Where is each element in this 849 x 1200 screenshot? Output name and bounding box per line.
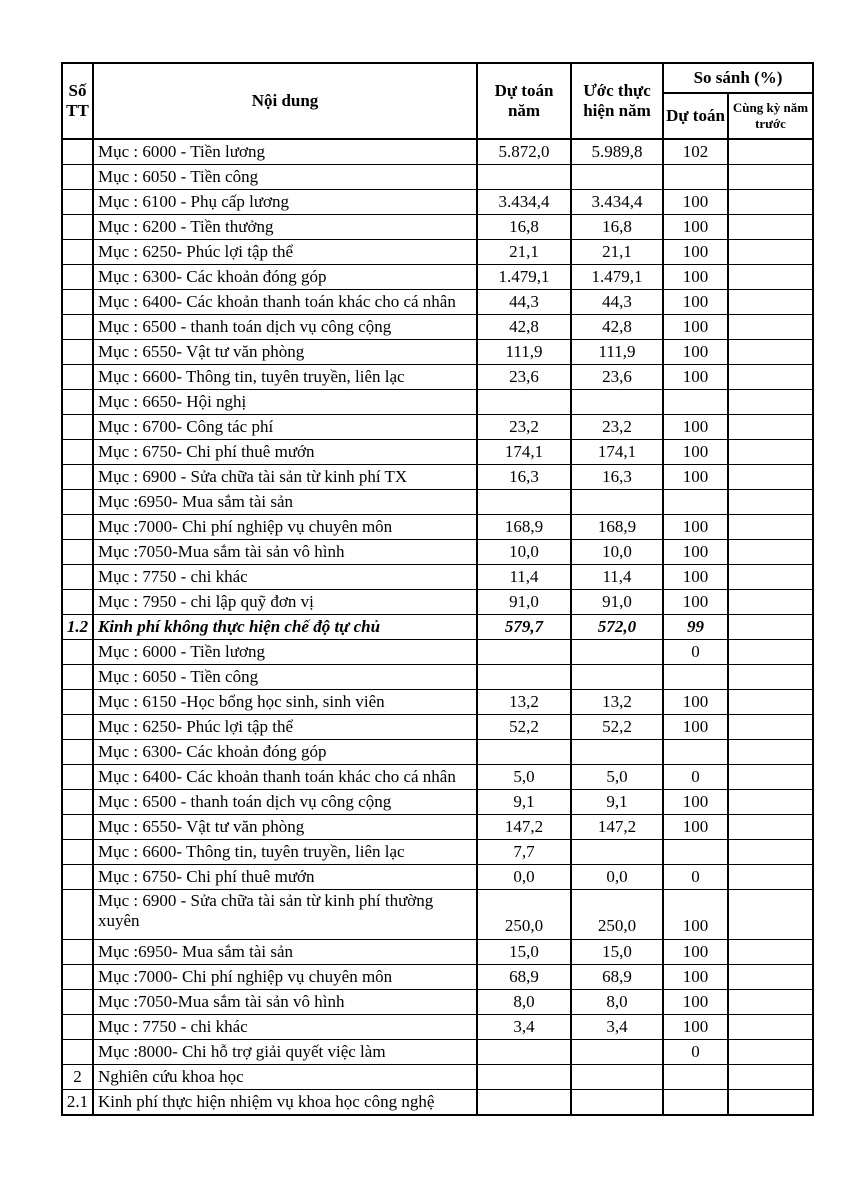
cell-so-tt bbox=[62, 865, 93, 890]
header-ss-du-toan: Dự toán bbox=[663, 93, 728, 139]
cell-so-sanh-du-toan: 100 bbox=[663, 990, 728, 1015]
cell-so-sanh-cung-ky bbox=[728, 540, 813, 565]
cell-so-sanh-du-toan: 0 bbox=[663, 765, 728, 790]
cell-so-tt bbox=[62, 315, 93, 340]
cell-uoc-thuc-hien-nam bbox=[571, 740, 663, 765]
cell-uoc-thuc-hien-nam: 10,0 bbox=[571, 540, 663, 565]
cell-uoc-thuc-hien-nam: 174,1 bbox=[571, 440, 663, 465]
table-row bbox=[62, 940, 813, 965]
cell-so-sanh-cung-ky bbox=[728, 615, 813, 640]
cell-noi-dung: Mục : 7950 - chi lập quỹ đơn vị bbox=[93, 590, 477, 615]
cell-noi-dung: Mục : 6100 - Phụ cấp lương bbox=[93, 190, 477, 215]
cell-so-tt bbox=[62, 465, 93, 490]
table-row bbox=[62, 165, 813, 190]
table-row bbox=[62, 1040, 813, 1065]
cell-so-sanh-du-toan: 100 bbox=[663, 265, 728, 290]
cell-noi-dung: Mục :7000- Chi phí nghiệp vụ chuyên môn bbox=[93, 515, 477, 540]
cell-du-toan-nam: 91,0 bbox=[477, 590, 571, 615]
cell-so-tt bbox=[62, 365, 93, 390]
cell-uoc-thuc-hien-nam: 250,0 bbox=[571, 890, 663, 940]
cell-noi-dung: Mục : 6650- Hội nghị bbox=[93, 390, 477, 415]
cell-so-sanh-cung-ky bbox=[728, 890, 813, 940]
table-row bbox=[62, 740, 813, 765]
cell-noi-dung: Mục : 6900 - Sửa chữa tài sản từ kinh phí thường xuyên bbox=[93, 890, 477, 940]
cell-so-sanh-du-toan: 100 bbox=[663, 965, 728, 990]
cell-du-toan-nam: 3.434,4 bbox=[477, 190, 571, 215]
cell-so-sanh-cung-ky bbox=[728, 215, 813, 240]
cell-so-tt bbox=[62, 890, 93, 940]
cell-so-tt bbox=[62, 440, 93, 465]
cell-so-sanh-cung-ky bbox=[728, 1090, 813, 1116]
cell-du-toan-nam: 52,2 bbox=[477, 715, 571, 740]
cell-so-tt bbox=[62, 490, 93, 515]
table-row bbox=[62, 690, 813, 715]
cell-so-sanh-du-toan bbox=[663, 665, 728, 690]
cell-noi-dung: Mục : 7750 - chi khác bbox=[93, 1015, 477, 1040]
cell-noi-dung: Mục :7050-Mua sắm tài sản vô hình bbox=[93, 540, 477, 565]
cell-so-sanh-cung-ky bbox=[728, 865, 813, 890]
cell-so-sanh-du-toan: 100 bbox=[663, 340, 728, 365]
cell-so-tt bbox=[62, 940, 93, 965]
cell-uoc-thuc-hien-nam: 44,3 bbox=[571, 290, 663, 315]
cell-so-tt bbox=[62, 1040, 93, 1065]
table-row bbox=[62, 640, 813, 665]
cell-so-sanh-du-toan: 100 bbox=[663, 715, 728, 740]
table-row bbox=[62, 990, 813, 1015]
cell-uoc-thuc-hien-nam: 52,2 bbox=[571, 715, 663, 740]
cell-uoc-thuc-hien-nam: 572,0 bbox=[571, 615, 663, 640]
cell-du-toan-nam: 23,2 bbox=[477, 415, 571, 440]
cell-so-tt bbox=[62, 240, 93, 265]
cell-so-sanh-du-toan: 100 bbox=[663, 540, 728, 565]
table-row bbox=[62, 815, 813, 840]
cell-so-sanh-du-toan: 100 bbox=[663, 465, 728, 490]
cell-uoc-thuc-hien-nam: 111,9 bbox=[571, 340, 663, 365]
cell-so-tt bbox=[62, 565, 93, 590]
cell-so-tt bbox=[62, 690, 93, 715]
cell-so-tt bbox=[62, 1015, 93, 1040]
cell-so-sanh-cung-ky bbox=[728, 690, 813, 715]
cell-uoc-thuc-hien-nam bbox=[571, 640, 663, 665]
cell-du-toan-nam: 11,4 bbox=[477, 565, 571, 590]
cell-noi-dung: Mục : 6900 - Sửa chữa tài sản từ kinh phí TX bbox=[93, 465, 477, 490]
header-row-top bbox=[62, 63, 813, 93]
cell-so-sanh-cung-ky bbox=[728, 490, 813, 515]
table-row bbox=[62, 715, 813, 740]
cell-uoc-thuc-hien-nam: 168,9 bbox=[571, 515, 663, 540]
cell-so-sanh-cung-ky bbox=[728, 240, 813, 265]
table-row bbox=[62, 615, 813, 640]
cell-so-sanh-du-toan: 99 bbox=[663, 615, 728, 640]
table-row bbox=[62, 440, 813, 465]
cell-uoc-thuc-hien-nam: 3.434,4 bbox=[571, 190, 663, 215]
cell-so-sanh-cung-ky bbox=[728, 340, 813, 365]
cell-noi-dung: Mục :8000- Chi hỗ trợ giải quyết việc làm bbox=[93, 1040, 477, 1065]
table-row bbox=[62, 240, 813, 265]
cell-du-toan-nam: 9,1 bbox=[477, 790, 571, 815]
table-row bbox=[62, 790, 813, 815]
cell-so-sanh-cung-ky bbox=[728, 190, 813, 215]
cell-so-sanh-du-toan bbox=[663, 165, 728, 190]
cell-so-tt bbox=[62, 815, 93, 840]
table-row bbox=[62, 840, 813, 865]
cell-so-tt bbox=[62, 665, 93, 690]
cell-noi-dung: Mục : 6300- Các khoản đóng góp bbox=[93, 265, 477, 290]
cell-so-sanh-du-toan: 100 bbox=[663, 590, 728, 615]
cell-uoc-thuc-hien-nam bbox=[571, 1090, 663, 1116]
cell-noi-dung: Mục : 6500 - thanh toán dịch vụ công cộng bbox=[93, 315, 477, 340]
cell-du-toan-nam: 68,9 bbox=[477, 965, 571, 990]
cell-uoc-thuc-hien-nam: 23,2 bbox=[571, 415, 663, 440]
table-row bbox=[62, 515, 813, 540]
cell-so-sanh-cung-ky bbox=[728, 740, 813, 765]
cell-so-sanh-du-toan bbox=[663, 390, 728, 415]
header-du-toan-nam: Dự toán năm bbox=[477, 63, 571, 139]
cell-so-sanh-du-toan: 100 bbox=[663, 240, 728, 265]
cell-du-toan-nam: 13,2 bbox=[477, 690, 571, 715]
cell-so-tt bbox=[62, 965, 93, 990]
cell-noi-dung: Mục : 6750- Chi phí thuê mướn bbox=[93, 865, 477, 890]
cell-so-sanh-cung-ky bbox=[728, 840, 813, 865]
cell-noi-dung: Mục : 6000 - Tiền lương bbox=[93, 139, 477, 165]
cell-du-toan-nam: 5.872,0 bbox=[477, 139, 571, 165]
cell-so-tt bbox=[62, 740, 93, 765]
cell-so-sanh-cung-ky bbox=[728, 440, 813, 465]
cell-so-sanh-du-toan: 100 bbox=[663, 1015, 728, 1040]
cell-so-sanh-cung-ky bbox=[728, 665, 813, 690]
cell-uoc-thuc-hien-nam: 5.989,8 bbox=[571, 139, 663, 165]
cell-so-sanh-du-toan: 100 bbox=[663, 440, 728, 465]
table-row bbox=[62, 565, 813, 590]
cell-so-sanh-cung-ky bbox=[728, 139, 813, 165]
cell-uoc-thuc-hien-nam bbox=[571, 390, 663, 415]
cell-du-toan-nam: 147,2 bbox=[477, 815, 571, 840]
cell-uoc-thuc-hien-nam: 42,8 bbox=[571, 315, 663, 340]
cell-so-sanh-du-toan: 102 bbox=[663, 139, 728, 165]
cell-uoc-thuc-hien-nam bbox=[571, 665, 663, 690]
cell-so-sanh-cung-ky bbox=[728, 765, 813, 790]
table-row bbox=[62, 390, 813, 415]
header-ss-cung-ky: Cùng kỳ năm trước bbox=[728, 93, 813, 139]
cell-noi-dung: Mục : 6500 - thanh toán dịch vụ công cộng bbox=[93, 790, 477, 815]
cell-so-sanh-cung-ky bbox=[728, 265, 813, 290]
cell-so-tt bbox=[62, 340, 93, 365]
cell-so-tt bbox=[62, 290, 93, 315]
table-row bbox=[62, 415, 813, 440]
table-row bbox=[62, 190, 813, 215]
cell-du-toan-nam: 111,9 bbox=[477, 340, 571, 365]
cell-noi-dung: Mục : 6750- Chi phí thuê mướn bbox=[93, 440, 477, 465]
cell-so-tt bbox=[62, 765, 93, 790]
cell-noi-dung: Mục : 6250- Phúc lợi tập thể bbox=[93, 240, 477, 265]
cell-so-sanh-du-toan bbox=[663, 490, 728, 515]
cell-du-toan-nam: 16,3 bbox=[477, 465, 571, 490]
cell-so-sanh-du-toan: 0 bbox=[663, 1040, 728, 1065]
cell-so-sanh-du-toan: 100 bbox=[663, 515, 728, 540]
table-row bbox=[62, 590, 813, 615]
cell-so-sanh-cung-ky bbox=[728, 565, 813, 590]
cell-du-toan-nam: 5,0 bbox=[477, 765, 571, 790]
cell-noi-dung: Mục : 6700- Công tác phí bbox=[93, 415, 477, 440]
cell-so-sanh-du-toan bbox=[663, 1065, 728, 1090]
cell-so-sanh-du-toan bbox=[663, 740, 728, 765]
cell-du-toan-nam: 8,0 bbox=[477, 990, 571, 1015]
cell-du-toan-nam bbox=[477, 1090, 571, 1116]
table-body bbox=[62, 139, 813, 1115]
cell-so-sanh-du-toan: 100 bbox=[663, 190, 728, 215]
cell-so-tt: 2.1 bbox=[62, 1090, 93, 1116]
cell-so-sanh-cung-ky bbox=[728, 715, 813, 740]
cell-so-sanh-du-toan: 0 bbox=[663, 640, 728, 665]
cell-noi-dung: Mục : 6400- Các khoản thanh toán khác cho cá nhân bbox=[93, 765, 477, 790]
cell-so-sanh-cung-ky bbox=[728, 290, 813, 315]
header-uoc-thuc-hien-nam: Ước thực hiện năm bbox=[571, 63, 663, 139]
cell-so-tt bbox=[62, 165, 93, 190]
cell-uoc-thuc-hien-nam: 16,3 bbox=[571, 465, 663, 490]
cell-du-toan-nam: 174,1 bbox=[477, 440, 571, 465]
cell-du-toan-nam bbox=[477, 640, 571, 665]
table-row bbox=[62, 540, 813, 565]
cell-uoc-thuc-hien-nam: 16,8 bbox=[571, 215, 663, 240]
cell-so-sanh-du-toan: 100 bbox=[663, 565, 728, 590]
cell-uoc-thuc-hien-nam bbox=[571, 1065, 663, 1090]
cell-noi-dung: Mục :7000- Chi phí nghiệp vụ chuyên môn bbox=[93, 965, 477, 990]
cell-so-tt bbox=[62, 790, 93, 815]
cell-noi-dung: Mục :6950- Mua sắm tài sản bbox=[93, 490, 477, 515]
table-row bbox=[62, 315, 813, 340]
cell-noi-dung: Mục : 6550- Vật tư văn phòng bbox=[93, 815, 477, 840]
cell-du-toan-nam: 10,0 bbox=[477, 540, 571, 565]
cell-so-sanh-du-toan: 100 bbox=[663, 890, 728, 940]
cell-so-tt bbox=[62, 715, 93, 740]
table-row bbox=[62, 865, 813, 890]
cell-noi-dung: Mục : 7750 - chi khác bbox=[93, 565, 477, 590]
cell-noi-dung: Mục : 6050 - Tiền công bbox=[93, 665, 477, 690]
cell-du-toan-nam: 42,8 bbox=[477, 315, 571, 340]
table-row bbox=[62, 139, 813, 165]
cell-so-sanh-du-toan bbox=[663, 840, 728, 865]
cell-so-sanh-cung-ky bbox=[728, 965, 813, 990]
header-so-sanh: So sánh (%) bbox=[663, 63, 813, 93]
table-row bbox=[62, 965, 813, 990]
cell-so-tt: 1.2 bbox=[62, 615, 93, 640]
cell-so-tt bbox=[62, 840, 93, 865]
cell-noi-dung: Mục : 6000 - Tiền lương bbox=[93, 640, 477, 665]
cell-du-toan-nam: 0,0 bbox=[477, 865, 571, 890]
cell-noi-dung: Mục :7050-Mua sắm tài sản vô hình bbox=[93, 990, 477, 1015]
cell-noi-dung: Mục : 6600- Thông tin, tuyên truyền, liên lạc bbox=[93, 365, 477, 390]
cell-du-toan-nam bbox=[477, 1065, 571, 1090]
cell-so-sanh-cung-ky bbox=[728, 515, 813, 540]
cell-so-sanh-du-toan: 100 bbox=[663, 215, 728, 240]
cell-du-toan-nam bbox=[477, 740, 571, 765]
cell-so-tt bbox=[62, 265, 93, 290]
table-row bbox=[62, 665, 813, 690]
cell-noi-dung: Mục : 6300- Các khoản đóng góp bbox=[93, 740, 477, 765]
cell-du-toan-nam bbox=[477, 1040, 571, 1065]
cell-du-toan-nam: 168,9 bbox=[477, 515, 571, 540]
cell-so-sanh-cung-ky bbox=[728, 790, 813, 815]
cell-so-sanh-cung-ky bbox=[728, 1065, 813, 1090]
cell-du-toan-nam: 21,1 bbox=[477, 240, 571, 265]
table-row bbox=[62, 340, 813, 365]
cell-du-toan-nam: 15,0 bbox=[477, 940, 571, 965]
cell-so-tt bbox=[62, 540, 93, 565]
cell-uoc-thuc-hien-nam: 11,4 bbox=[571, 565, 663, 590]
cell-uoc-thuc-hien-nam: 15,0 bbox=[571, 940, 663, 965]
cell-uoc-thuc-hien-nam bbox=[571, 165, 663, 190]
cell-so-tt bbox=[62, 139, 93, 165]
cell-so-sanh-du-toan: 100 bbox=[663, 790, 728, 815]
cell-uoc-thuc-hien-nam: 68,9 bbox=[571, 965, 663, 990]
table-row bbox=[62, 290, 813, 315]
cell-noi-dung: Mục : 6400- Các khoản thanh toán khác cho cá nhân bbox=[93, 290, 477, 315]
table-row bbox=[62, 465, 813, 490]
cell-so-sanh-du-toan: 100 bbox=[663, 415, 728, 440]
cell-uoc-thuc-hien-nam: 9,1 bbox=[571, 790, 663, 815]
cell-so-sanh-du-toan: 100 bbox=[663, 940, 728, 965]
cell-uoc-thuc-hien-nam bbox=[571, 490, 663, 515]
cell-noi-dung: Mục : 6600- Thông tin, tuyên truyền, liên lạc bbox=[93, 840, 477, 865]
cell-so-tt: 2 bbox=[62, 1065, 93, 1090]
cell-du-toan-nam: 23,6 bbox=[477, 365, 571, 390]
cell-du-toan-nam: 44,3 bbox=[477, 290, 571, 315]
cell-du-toan-nam: 3,4 bbox=[477, 1015, 571, 1040]
cell-so-sanh-cung-ky bbox=[728, 1015, 813, 1040]
table-row bbox=[62, 215, 813, 240]
cell-so-sanh-cung-ky bbox=[728, 990, 813, 1015]
cell-noi-dung: Mục : 6250- Phúc lợi tập thể bbox=[93, 715, 477, 740]
cell-noi-dung: Mục :6950- Mua sắm tài sản bbox=[93, 940, 477, 965]
cell-so-sanh-du-toan: 0 bbox=[663, 865, 728, 890]
table-row bbox=[62, 1090, 813, 1116]
table-row bbox=[62, 1065, 813, 1090]
cell-du-toan-nam bbox=[477, 665, 571, 690]
cell-du-toan-nam: 1.479,1 bbox=[477, 265, 571, 290]
cell-so-sanh-cung-ky bbox=[728, 390, 813, 415]
cell-uoc-thuc-hien-nam: 1.479,1 bbox=[571, 265, 663, 290]
cell-du-toan-nam: 250,0 bbox=[477, 890, 571, 940]
cell-so-tt bbox=[62, 990, 93, 1015]
cell-so-sanh-cung-ky bbox=[728, 1040, 813, 1065]
cell-noi-dung: Nghiên cứu khoa học bbox=[93, 1065, 477, 1090]
cell-uoc-thuc-hien-nam: 21,1 bbox=[571, 240, 663, 265]
cell-so-tt bbox=[62, 515, 93, 540]
cell-so-tt bbox=[62, 590, 93, 615]
cell-noi-dung: Kinh phí thực hiện nhiệm vụ khoa học công nghệ bbox=[93, 1090, 477, 1116]
cell-uoc-thuc-hien-nam bbox=[571, 840, 663, 865]
table-row bbox=[62, 765, 813, 790]
cell-uoc-thuc-hien-nam: 8,0 bbox=[571, 990, 663, 1015]
header-noi-dung: Nội dung bbox=[93, 63, 477, 139]
cell-uoc-thuc-hien-nam: 0,0 bbox=[571, 865, 663, 890]
table-row bbox=[62, 490, 813, 515]
cell-so-tt bbox=[62, 215, 93, 240]
cell-so-tt bbox=[62, 190, 93, 215]
cell-uoc-thuc-hien-nam: 147,2 bbox=[571, 815, 663, 840]
cell-so-sanh-cung-ky bbox=[728, 465, 813, 490]
cell-du-toan-nam: 7,7 bbox=[477, 840, 571, 865]
cell-uoc-thuc-hien-nam: 5,0 bbox=[571, 765, 663, 790]
cell-du-toan-nam bbox=[477, 490, 571, 515]
cell-du-toan-nam: 579,7 bbox=[477, 615, 571, 640]
cell-so-sanh-cung-ky bbox=[728, 165, 813, 190]
cell-uoc-thuc-hien-nam: 23,6 bbox=[571, 365, 663, 390]
cell-so-sanh-cung-ky bbox=[728, 415, 813, 440]
cell-so-sanh-cung-ky bbox=[728, 590, 813, 615]
cell-uoc-thuc-hien-nam: 91,0 bbox=[571, 590, 663, 615]
cell-so-tt bbox=[62, 390, 93, 415]
table-row bbox=[62, 890, 813, 940]
cell-so-sanh-du-toan: 100 bbox=[663, 690, 728, 715]
table-row bbox=[62, 1015, 813, 1040]
cell-so-sanh-cung-ky bbox=[728, 815, 813, 840]
cell-so-sanh-du-toan: 100 bbox=[663, 315, 728, 340]
cell-noi-dung: Mục : 6550- Vật tư văn phòng bbox=[93, 340, 477, 365]
budget-table bbox=[61, 62, 814, 1116]
cell-so-sanh-cung-ky bbox=[728, 315, 813, 340]
cell-so-sanh-du-toan bbox=[663, 1090, 728, 1116]
cell-uoc-thuc-hien-nam: 13,2 bbox=[571, 690, 663, 715]
table-row bbox=[62, 365, 813, 390]
cell-du-toan-nam: 16,8 bbox=[477, 215, 571, 240]
cell-so-sanh-du-toan: 100 bbox=[663, 365, 728, 390]
cell-noi-dung: Mục : 6200 - Tiền thưởng bbox=[93, 215, 477, 240]
cell-du-toan-nam bbox=[477, 165, 571, 190]
cell-uoc-thuc-hien-nam bbox=[571, 1040, 663, 1065]
cell-noi-dung: Mục : 6050 - Tiền công bbox=[93, 165, 477, 190]
cell-so-sanh-du-toan: 100 bbox=[663, 290, 728, 315]
cell-so-tt bbox=[62, 415, 93, 440]
cell-du-toan-nam bbox=[477, 390, 571, 415]
cell-noi-dung: Mục : 6150 -Học bổng học sinh, sinh viên bbox=[93, 690, 477, 715]
cell-uoc-thuc-hien-nam: 3,4 bbox=[571, 1015, 663, 1040]
cell-so-sanh-cung-ky bbox=[728, 940, 813, 965]
cell-so-sanh-cung-ky bbox=[728, 640, 813, 665]
cell-so-sanh-du-toan: 100 bbox=[663, 815, 728, 840]
table-header bbox=[62, 63, 813, 139]
cell-so-sanh-cung-ky bbox=[728, 365, 813, 390]
table-row bbox=[62, 265, 813, 290]
cell-so-tt bbox=[62, 640, 93, 665]
header-so-tt: Số TT bbox=[62, 63, 93, 139]
cell-noi-dung: Kinh phí không thực hiện chế độ tự chủ bbox=[93, 615, 477, 640]
